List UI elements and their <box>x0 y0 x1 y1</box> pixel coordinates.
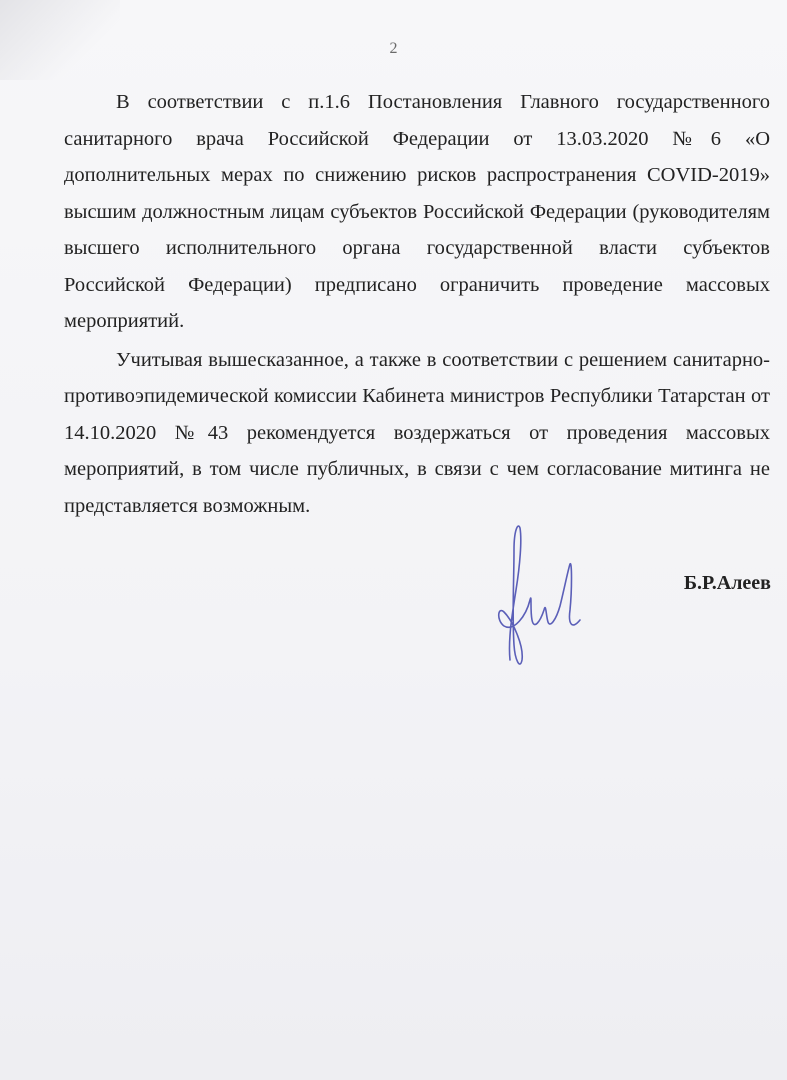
signature-icon <box>490 520 600 680</box>
letter-body <box>64 84 770 526</box>
signer-name: Б.Р.Алеев <box>683 572 771 594</box>
paragraph-2: Учитывая вышесказанное, а также в соответствии с решением санитарно-противоэпидемической комиссии Кабинета министров Республики Татарстан от 14.10.2020 №43 рекомендуется воздержаться от проведения массовых мероприятий, в том числе публичных, в связи с чем согласование митинга не представляется возможным. <box>64 348 770 517</box>
paragraph-1: В соответствии с п.1.6 Постановления Главного государственного санитарного врача Российской Федерации от 13.03.2020 №6 «О дополнительных мерах по снижению рисков распространения COVID-2019» высшим должностным лицам субъектов Российской Федерации (руководителям высшего исполнительного органа государственной власти субъектов Российской Федерации) предписано ограничить проведение массовых мероприятий. <box>64 91 770 332</box>
handwritten-signature <box>490 520 600 680</box>
page-number: 2 <box>389 40 398 57</box>
